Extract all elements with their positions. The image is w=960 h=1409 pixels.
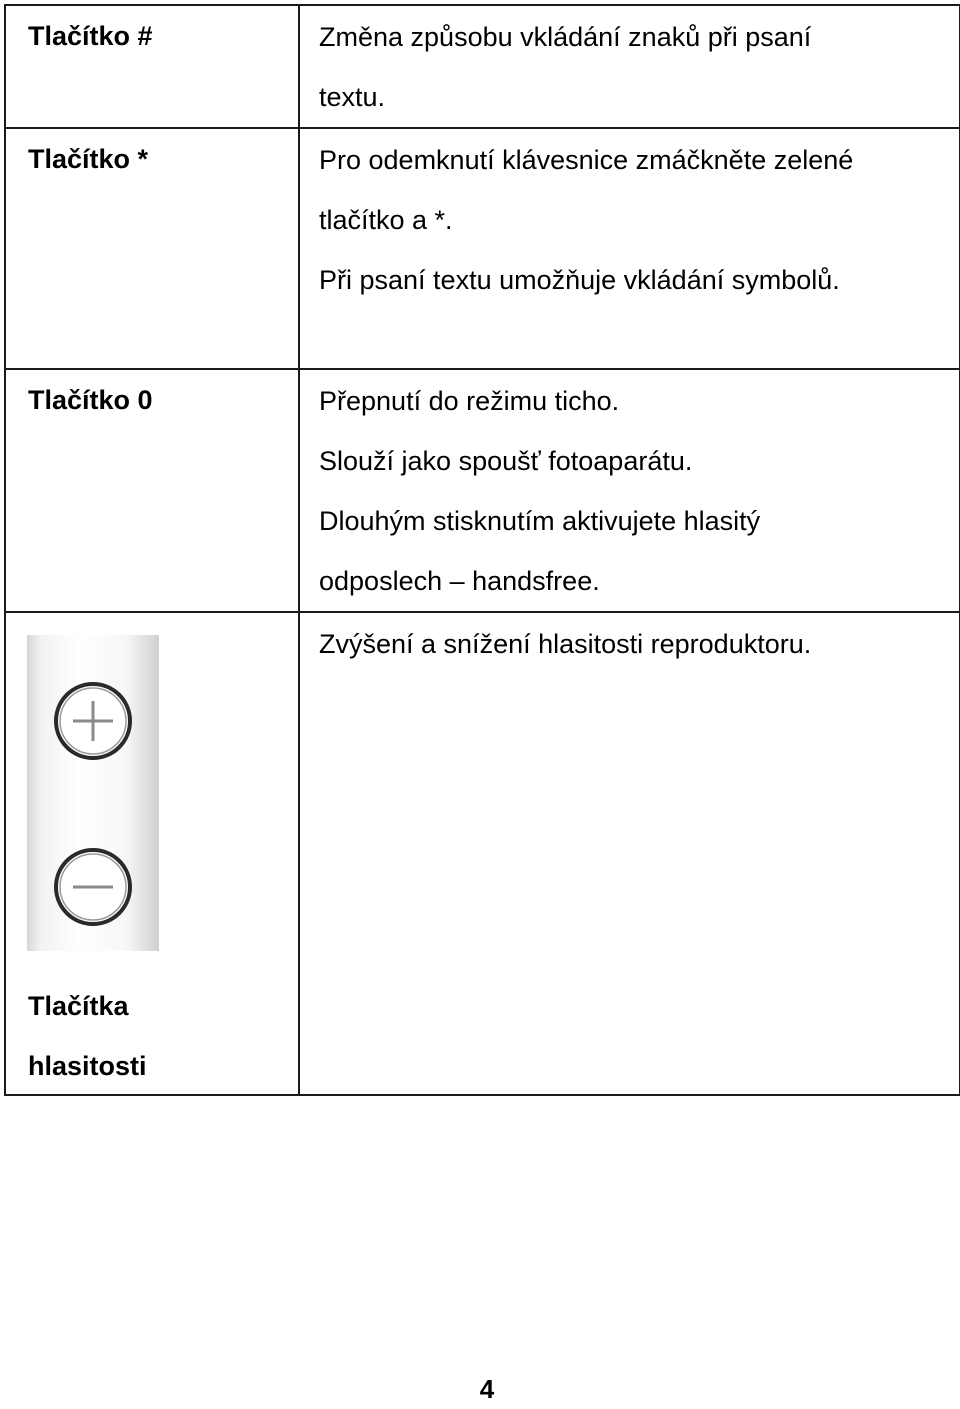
description-line: Pro odemknutí klávesnice zmáčkněte zelené [319, 145, 854, 175]
button-name: Tlačítko * [28, 144, 149, 174]
description-line: Slouží jako spoušť fotoaparátu. [319, 446, 693, 476]
description-line: Při psaní textu umožňuje vkládání symbolů. [319, 265, 840, 295]
button-name [28, 976, 147, 1096]
description-line: odposlech – handsfree. [319, 566, 600, 596]
description [300, 370, 959, 611]
description-cell [299, 5, 960, 128]
volume-down-icon [56, 850, 130, 924]
description-cell [299, 612, 960, 1095]
volume-up-icon [56, 684, 130, 758]
volume-cell-content [6, 613, 298, 1094]
description-cell [299, 128, 960, 369]
table-row [5, 5, 960, 128]
description-line: Přepnutí do režimu ticho. [319, 386, 620, 416]
description-line: Změna způsobu vkládání znaků při psaní [319, 22, 812, 52]
description-line: tlačítko a *. [319, 205, 453, 235]
description [300, 613, 959, 674]
description [300, 6, 959, 127]
table-row [5, 612, 960, 1095]
table-row [5, 369, 960, 612]
description-cell [299, 369, 960, 612]
volume-buttons-svg [27, 635, 159, 951]
button-name-cell [5, 612, 299, 1095]
page-number: 4 [479, 1374, 495, 1404]
button-function-table [4, 4, 960, 1096]
button-name-cell [5, 369, 299, 612]
button-name-cell [5, 128, 299, 369]
button-name-line: hlasitosti [28, 1051, 147, 1081]
description-line: Zvýšení a snížení hlasitosti reproduktoru. [319, 629, 812, 659]
volume-buttons-image [27, 635, 159, 951]
description [300, 129, 959, 310]
description-line: textu. [319, 82, 386, 112]
button-name: Tlačítko 0 [28, 385, 153, 415]
button-name-cell [5, 5, 299, 128]
button-name: Tlačítko # [28, 21, 153, 51]
table-row [5, 128, 960, 369]
button-name-line: Tlačítka [28, 991, 129, 1021]
description-line: Dlouhým stisknutím aktivujete hlasitý [319, 506, 761, 536]
